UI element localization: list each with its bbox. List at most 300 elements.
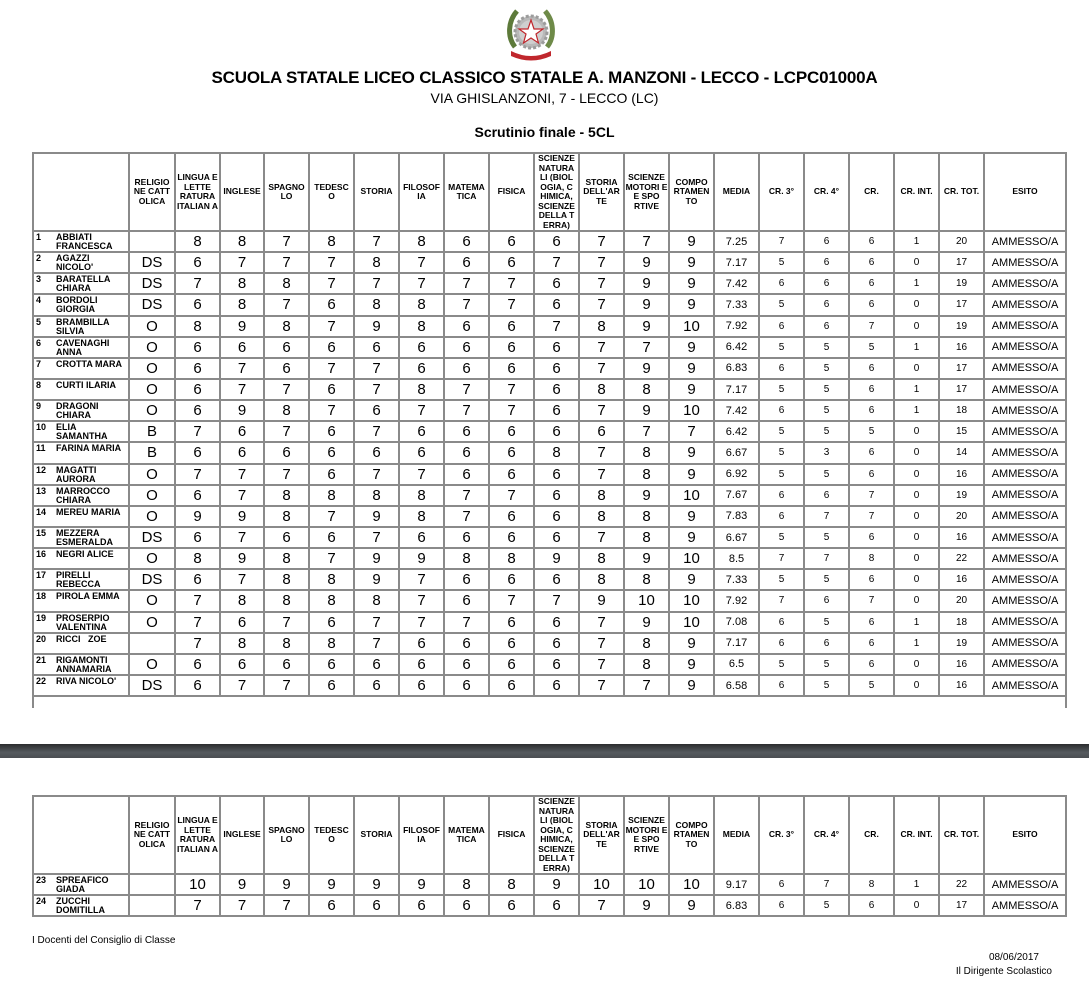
subject-grade: 7	[264, 421, 309, 442]
subject-grade: 7	[489, 379, 534, 400]
student-cell	[33, 895, 129, 916]
credit-total: 19	[939, 633, 984, 654]
subject-grade: 8	[264, 400, 309, 421]
subject-grade: 7	[579, 895, 624, 916]
student-number: 24	[36, 896, 47, 907]
subject-grade: 6	[399, 675, 444, 696]
average-value: 7.08	[714, 612, 759, 633]
subject-grade: 9	[624, 612, 669, 633]
subject-grade: 6	[309, 442, 354, 463]
student-row	[33, 654, 1066, 675]
credit-current: 6	[849, 358, 894, 379]
student-row	[33, 527, 1066, 548]
subject-grade: 7	[444, 506, 489, 527]
subject-grade: 6	[175, 400, 220, 421]
subject-grade: 10	[669, 400, 714, 421]
student-row	[33, 252, 1066, 273]
subject-grade: 9	[354, 569, 399, 590]
subject-grade: 9	[175, 506, 220, 527]
student-number: 5	[36, 316, 42, 327]
credit-3rd-year: 6	[759, 506, 804, 527]
subject-grade: 7	[309, 358, 354, 379]
student-name: PIRELLI REBECCA	[56, 570, 101, 590]
credit-4th-year: 3	[804, 442, 849, 463]
religion-grade: O	[129, 485, 175, 506]
credit-current: 6	[849, 527, 894, 548]
subject-grade: 8	[309, 633, 354, 654]
grades-table-page-1	[32, 152, 1067, 708]
subject-grade: 7	[444, 485, 489, 506]
subject-grade: 7	[264, 895, 309, 916]
student-name: CURTI ILARIA	[56, 379, 116, 390]
outcome-status: AMMESSO/A	[984, 379, 1066, 400]
subject-grade: 6	[175, 527, 220, 548]
subject-grade: 6	[534, 675, 579, 696]
column-header: SPAGNO LO	[264, 153, 309, 231]
subject-grade: 9	[220, 316, 264, 337]
student-cell	[33, 379, 129, 400]
column-header: FISICA	[489, 153, 534, 231]
column-header: CR. TOT.	[939, 796, 984, 874]
student-cell	[33, 316, 129, 337]
subject-grade: 7	[309, 273, 354, 294]
subject-grade: 8	[354, 252, 399, 273]
student-name: DRAGONI CHIARA	[56, 401, 102, 421]
subject-grade: 8	[220, 633, 264, 654]
credit-current: 6	[849, 464, 894, 485]
credit-3rd-year: 6	[759, 874, 804, 895]
student-number: 23	[36, 875, 47, 885]
credit-total: 22	[939, 874, 984, 895]
subject-grade: 6	[579, 421, 624, 442]
outcome-status: AMMESSO/A	[984, 654, 1066, 675]
credit-3rd-year: 6	[759, 485, 804, 506]
column-header: STORIA DELL'AR TE	[579, 796, 624, 874]
credit-current: 8	[849, 874, 894, 895]
credit-integration: 1	[894, 337, 939, 358]
subject-grade: 6	[489, 506, 534, 527]
credit-4th-year: 5	[804, 400, 849, 421]
credit-integration: 1	[894, 874, 939, 895]
outcome-status: AMMESSO/A	[984, 442, 1066, 463]
subject-grade: 7	[579, 654, 624, 675]
page-separator	[0, 744, 1089, 758]
subject-grade: 7	[579, 527, 624, 548]
subject-grade: 7	[354, 527, 399, 548]
credit-3rd-year: 6	[759, 400, 804, 421]
subject-grade: 6	[220, 442, 264, 463]
student-name: ELIA SAMANTHA	[56, 422, 108, 442]
credit-3rd-year: 5	[759, 442, 804, 463]
subject-grade: 6	[175, 252, 220, 273]
student-number: 18	[36, 591, 47, 602]
outcome-status: AMMESSO/A	[984, 569, 1066, 590]
credit-4th-year: 7	[804, 874, 849, 895]
religion-grade: O	[129, 590, 175, 611]
student-number: 1	[36, 232, 42, 242]
subject-grade: 7	[489, 590, 534, 611]
outcome-status: AMMESSO/A	[984, 294, 1066, 315]
credit-3rd-year: 5	[759, 654, 804, 675]
subject-grade: 6	[489, 569, 534, 590]
subject-grade: 8	[489, 548, 534, 569]
subject-grade: 6	[175, 569, 220, 590]
credit-total: 22	[939, 548, 984, 569]
subject-grade: 8	[399, 316, 444, 337]
religion-grade: DS	[129, 569, 175, 590]
student-number: 12	[36, 464, 47, 475]
credit-3rd-year: 6	[759, 316, 804, 337]
credit-total: 19	[939, 485, 984, 506]
subject-grade: 9	[669, 506, 714, 527]
subject-grade: 9	[354, 874, 399, 895]
column-header: COMPO RTAMEN TO	[669, 153, 714, 231]
subject-grade: 9	[624, 485, 669, 506]
subject-grade: 7	[579, 231, 624, 252]
subject-grade: 6	[264, 337, 309, 358]
subject-grade: 8	[399, 231, 444, 252]
subject-grade: 7	[534, 252, 579, 273]
student-name: CROTTA MARA	[56, 358, 122, 369]
credit-integration: 0	[894, 464, 939, 485]
outcome-status: AMMESSO/A	[984, 874, 1066, 895]
subject-grade: 9	[624, 252, 669, 273]
credit-total: 18	[939, 612, 984, 633]
religion-grade: DS	[129, 675, 175, 696]
subject-grade: 9	[669, 464, 714, 485]
column-header: CR. TOT.	[939, 153, 984, 231]
student-number: 3	[36, 274, 42, 285]
religion-grade: DS	[129, 527, 175, 548]
subject-grade: 9	[669, 527, 714, 548]
subject-grade: 6	[444, 337, 489, 358]
credit-4th-year: 6	[804, 633, 849, 654]
subject-grade: 6	[264, 654, 309, 675]
student-row	[33, 273, 1066, 294]
subject-grade: 7	[354, 464, 399, 485]
student-name: CAVENAGHI ANNA	[56, 337, 112, 357]
column-header: CR.	[849, 796, 894, 874]
student-number: 21	[36, 654, 47, 665]
subject-grade: 6	[309, 464, 354, 485]
outcome-status: AMMESSO/A	[984, 400, 1066, 421]
subject-grade: 8	[264, 316, 309, 337]
average-value: 8.5	[714, 548, 759, 569]
average-value: 7.17	[714, 633, 759, 654]
average-value: 7.92	[714, 590, 759, 611]
student-number: 11	[36, 443, 46, 454]
subject-grade: 7	[309, 506, 354, 527]
student-cell	[33, 590, 129, 611]
average-value: 9.17	[714, 874, 759, 895]
credit-integration: 0	[894, 506, 939, 527]
subject-grade: 6	[399, 358, 444, 379]
subject-grade: 7	[579, 358, 624, 379]
credit-current: 7	[849, 506, 894, 527]
student-name: RIVA NICOLO'	[56, 675, 117, 686]
column-header: STORIA	[354, 153, 399, 231]
average-value: 6.5	[714, 654, 759, 675]
subject-grade: 7	[579, 252, 624, 273]
subject-grade: 6	[399, 527, 444, 548]
school-address: VIA GHISLANZONI, 7 - LECCO (LC)	[430, 90, 659, 106]
subject-grade: 9	[669, 675, 714, 696]
student-cell	[33, 654, 129, 675]
credit-current: 6	[849, 294, 894, 315]
subject-grade: 10	[624, 590, 669, 611]
column-header: CR. INT.	[894, 796, 939, 874]
subject-grade: 8	[399, 379, 444, 400]
credit-current: 6	[849, 895, 894, 916]
subject-grade: 7	[220, 485, 264, 506]
school-name: SCUOLA STATALE LICEO CLASSICO STATALE A. MANZONI - LECCO - LCPC01000A	[211, 68, 878, 87]
subject-grade: 7	[489, 273, 534, 294]
credit-current: 5	[849, 675, 894, 696]
religion-grade: O	[129, 464, 175, 485]
credit-integration: 1	[894, 231, 939, 252]
student-number: 6	[36, 337, 42, 348]
student-number: 17	[36, 570, 47, 581]
subject-grade: 7	[175, 612, 220, 633]
subject-grade: 7	[220, 675, 264, 696]
average-value: 6.67	[714, 527, 759, 548]
average-value: 6.42	[714, 337, 759, 358]
subject-grade: 6	[444, 231, 489, 252]
credit-integration: 0	[894, 548, 939, 569]
subject-grade: 9	[399, 874, 444, 895]
credit-4th-year: 6	[804, 316, 849, 337]
credit-current: 7	[849, 590, 894, 611]
credit-total: 15	[939, 421, 984, 442]
religion-grade: O	[129, 337, 175, 358]
credit-current: 6	[849, 633, 894, 654]
column-header: MATEMA TICA	[444, 153, 489, 231]
student-number: 7	[36, 358, 42, 369]
subject-grade: 8	[264, 485, 309, 506]
credit-integration: 0	[894, 569, 939, 590]
column-header: STORIA DELL'AR TE	[579, 153, 624, 231]
column-header: TEDESC O	[309, 153, 354, 231]
average-value: 6.42	[714, 421, 759, 442]
subject-grade: 6	[534, 358, 579, 379]
student-name: MARROCCO CHIARA	[56, 485, 113, 505]
subject-grade: 8	[220, 231, 264, 252]
credit-3rd-year: 6	[759, 895, 804, 916]
subject-grade: 7	[624, 337, 669, 358]
student-row	[33, 442, 1066, 463]
subject-grade: 6	[175, 675, 220, 696]
credit-integration: 0	[894, 590, 939, 611]
credit-3rd-year: 6	[759, 633, 804, 654]
student-number: 10	[36, 422, 47, 433]
subject-grade: 7	[354, 379, 399, 400]
student-cell	[33, 337, 129, 358]
column-header: CR. 3°	[759, 796, 804, 874]
subject-grade: 6	[354, 400, 399, 421]
credit-current: 6	[849, 273, 894, 294]
subject-grade: 9	[579, 590, 624, 611]
subject-grade: 8	[175, 316, 220, 337]
column-header: CR. 3°	[759, 153, 804, 231]
student-name: NEGRI ALICE	[56, 549, 114, 560]
subject-grade: 6	[489, 421, 534, 442]
column-header: FILOSOF IA	[399, 796, 444, 874]
credit-integration: 0	[894, 527, 939, 548]
subject-grade: 9	[669, 252, 714, 273]
credit-current: 6	[849, 231, 894, 252]
subject-grade: 6	[354, 675, 399, 696]
subject-grade: 6	[489, 654, 534, 675]
religion-grade: O	[129, 316, 175, 337]
subject-grade: 6	[489, 527, 534, 548]
subject-grade: 8	[579, 316, 624, 337]
subject-grade: 7	[175, 895, 220, 916]
subject-grade: 6	[444, 895, 489, 916]
religion-grade: DS	[129, 273, 175, 294]
outcome-status: AMMESSO/A	[984, 252, 1066, 273]
outcome-status: AMMESSO/A	[984, 675, 1066, 696]
credit-current: 5	[849, 421, 894, 442]
credit-total: 17	[939, 379, 984, 400]
subject-grade: 6	[534, 464, 579, 485]
subject-grade: 8	[264, 569, 309, 590]
subject-grade: 9	[220, 506, 264, 527]
credit-4th-year: 7	[804, 506, 849, 527]
credit-total: 20	[939, 506, 984, 527]
student-cell	[33, 569, 129, 590]
student-cell	[33, 273, 129, 294]
outcome-status: AMMESSO/A	[984, 464, 1066, 485]
credit-integration: 0	[894, 654, 939, 675]
subject-grade: 9	[220, 548, 264, 569]
student-cell	[33, 506, 129, 527]
subject-grade: 7	[624, 675, 669, 696]
student-row	[33, 421, 1066, 442]
column-header: COMPO RTAMEN TO	[669, 796, 714, 874]
subject-grade: 6	[175, 358, 220, 379]
subject-grade: 7	[399, 273, 444, 294]
credit-4th-year: 5	[804, 654, 849, 675]
student-cell	[33, 400, 129, 421]
credit-4th-year: 5	[804, 675, 849, 696]
subject-grade: 6	[444, 358, 489, 379]
credit-4th-year: 5	[804, 464, 849, 485]
average-value: 7.25	[714, 231, 759, 252]
subject-grade: 8	[624, 506, 669, 527]
subject-grade: 6	[309, 421, 354, 442]
subject-grade: 7	[264, 294, 309, 315]
credit-total: 16	[939, 527, 984, 548]
subject-grade: 10	[669, 485, 714, 506]
credit-integration: 1	[894, 379, 939, 400]
subject-grade: 6	[264, 442, 309, 463]
credit-3rd-year: 5	[759, 527, 804, 548]
subject-grade: 8	[354, 485, 399, 506]
subject-grade: 6	[534, 231, 579, 252]
religion-grade: O	[129, 548, 175, 569]
student-name: ABBIATI FRANCESCA	[56, 232, 113, 251]
subject-grade: 9	[669, 273, 714, 294]
average-value: 6.92	[714, 464, 759, 485]
subject-grade: 7	[579, 464, 624, 485]
subject-grade: 6	[534, 400, 579, 421]
subject-grade: 8	[579, 485, 624, 506]
subject-grade: 7	[399, 590, 444, 611]
credit-current: 6	[849, 442, 894, 463]
subject-grade: 6	[309, 895, 354, 916]
credit-current: 6	[849, 654, 894, 675]
document-title: Scrutinio finale - 5CL	[474, 124, 615, 140]
subject-grade: 6	[444, 421, 489, 442]
subject-grade: 7	[489, 294, 534, 315]
credit-4th-year: 6	[804, 590, 849, 611]
student-cell	[33, 675, 129, 696]
subject-grade: 9	[354, 506, 399, 527]
subject-grade: 7	[399, 400, 444, 421]
credit-total: 19	[939, 273, 984, 294]
subject-grade: 6	[534, 337, 579, 358]
outcome-status: AMMESSO/A	[984, 506, 1066, 527]
subject-grade: 6	[444, 464, 489, 485]
credit-total: 20	[939, 231, 984, 252]
subject-grade: 7	[220, 379, 264, 400]
student-cell	[33, 874, 129, 895]
student-name: BARATELLA CHIARA	[56, 274, 113, 294]
subject-grade: 6	[489, 231, 534, 252]
column-header: CR. 4°	[804, 153, 849, 231]
column-header	[33, 796, 129, 874]
credit-integration: 1	[894, 273, 939, 294]
student-name: BRAMBILLA SILVIA	[56, 316, 112, 336]
subject-grade: 7	[399, 612, 444, 633]
subject-grade: 7	[264, 612, 309, 633]
credit-total: 20	[939, 590, 984, 611]
religion-grade: DS	[129, 252, 175, 273]
subject-grade: 9	[624, 273, 669, 294]
subject-grade: 9	[669, 231, 714, 252]
subject-grade: 9	[624, 548, 669, 569]
credit-3rd-year: 5	[759, 421, 804, 442]
subject-grade: 6	[175, 337, 220, 358]
credit-3rd-year: 5	[759, 464, 804, 485]
subject-grade: 7	[444, 379, 489, 400]
subject-grade: 6	[175, 485, 220, 506]
student-cell	[33, 612, 129, 633]
subject-grade: 6	[534, 569, 579, 590]
column-header: MEDIA	[714, 153, 759, 231]
credit-3rd-year: 5	[759, 379, 804, 400]
subject-grade: 8	[399, 485, 444, 506]
credit-integration: 1	[894, 633, 939, 654]
subject-grade: 7	[489, 400, 534, 421]
average-value: 6.67	[714, 442, 759, 463]
subject-grade: 6	[354, 442, 399, 463]
credit-4th-year: 6	[804, 273, 849, 294]
credit-current: 7	[849, 316, 894, 337]
credit-4th-year: 6	[804, 231, 849, 252]
subject-grade: 6	[489, 464, 534, 485]
column-header: CR. INT.	[894, 153, 939, 231]
credit-current: 6	[849, 569, 894, 590]
student-name: FARINA MARIA	[56, 443, 122, 454]
credit-3rd-year: 6	[759, 273, 804, 294]
column-header: CR. 4°	[804, 796, 849, 874]
subject-grade: 9	[264, 874, 309, 895]
subject-grade: 6	[264, 358, 309, 379]
column-header: SCIENZE NATURA LI (BIOL OGIA, C HIMICA, SCIENZE DELLA T ERRA)	[534, 796, 579, 874]
subject-grade: 6	[534, 506, 579, 527]
subject-grade: 6	[444, 633, 489, 654]
